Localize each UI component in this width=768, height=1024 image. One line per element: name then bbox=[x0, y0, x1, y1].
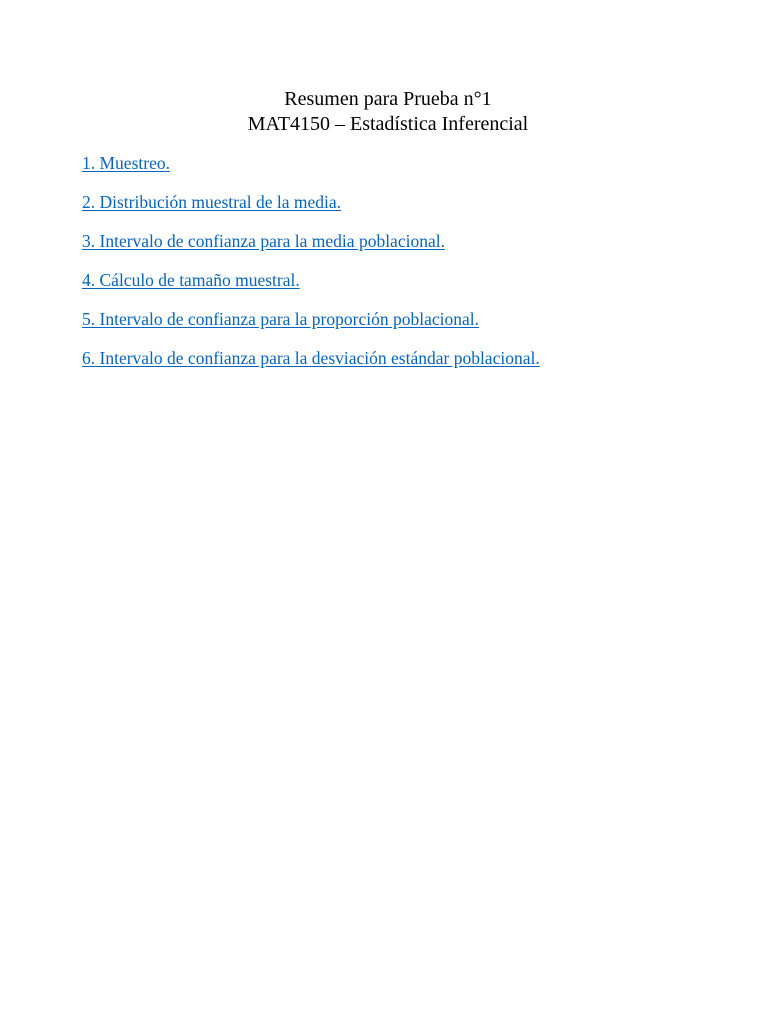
toc-item-2 bbox=[82, 189, 540, 228]
toc-item-1 bbox=[82, 150, 540, 189]
toc-link-distribucion-muestral[interactable]: 2. Distribución muestral de la media. bbox=[82, 192, 342, 212]
toc-item-4 bbox=[82, 267, 540, 306]
table-of-contents bbox=[82, 150, 540, 384]
toc-item-5 bbox=[82, 306, 540, 345]
toc-link-intervalo-media[interactable]: 3. Intervalo de confianza para la media poblacional. bbox=[82, 231, 445, 251]
toc-item-6 bbox=[82, 345, 540, 384]
toc-link-muestreo[interactable]: 1. Muestreo. bbox=[82, 153, 170, 173]
toc-link-intervalo-proporcion[interactable]: 5. Intervalo de confianza para la proporción poblacional. bbox=[82, 309, 479, 329]
document-title bbox=[0, 87, 768, 137]
toc-item-3 bbox=[82, 228, 540, 267]
toc-link-intervalo-desviacion[interactable]: 6. Intervalo de confianza para la desviación estándar poblacional. bbox=[82, 348, 540, 368]
title-line-1: Resumen para Prueba n°1 bbox=[284, 88, 492, 110]
toc-link-tamano-muestral[interactable]: 4. Cálculo de tamaño muestral. bbox=[82, 270, 300, 290]
title-line-2: MAT4150 – Estadística Inferencial bbox=[247, 113, 529, 135]
